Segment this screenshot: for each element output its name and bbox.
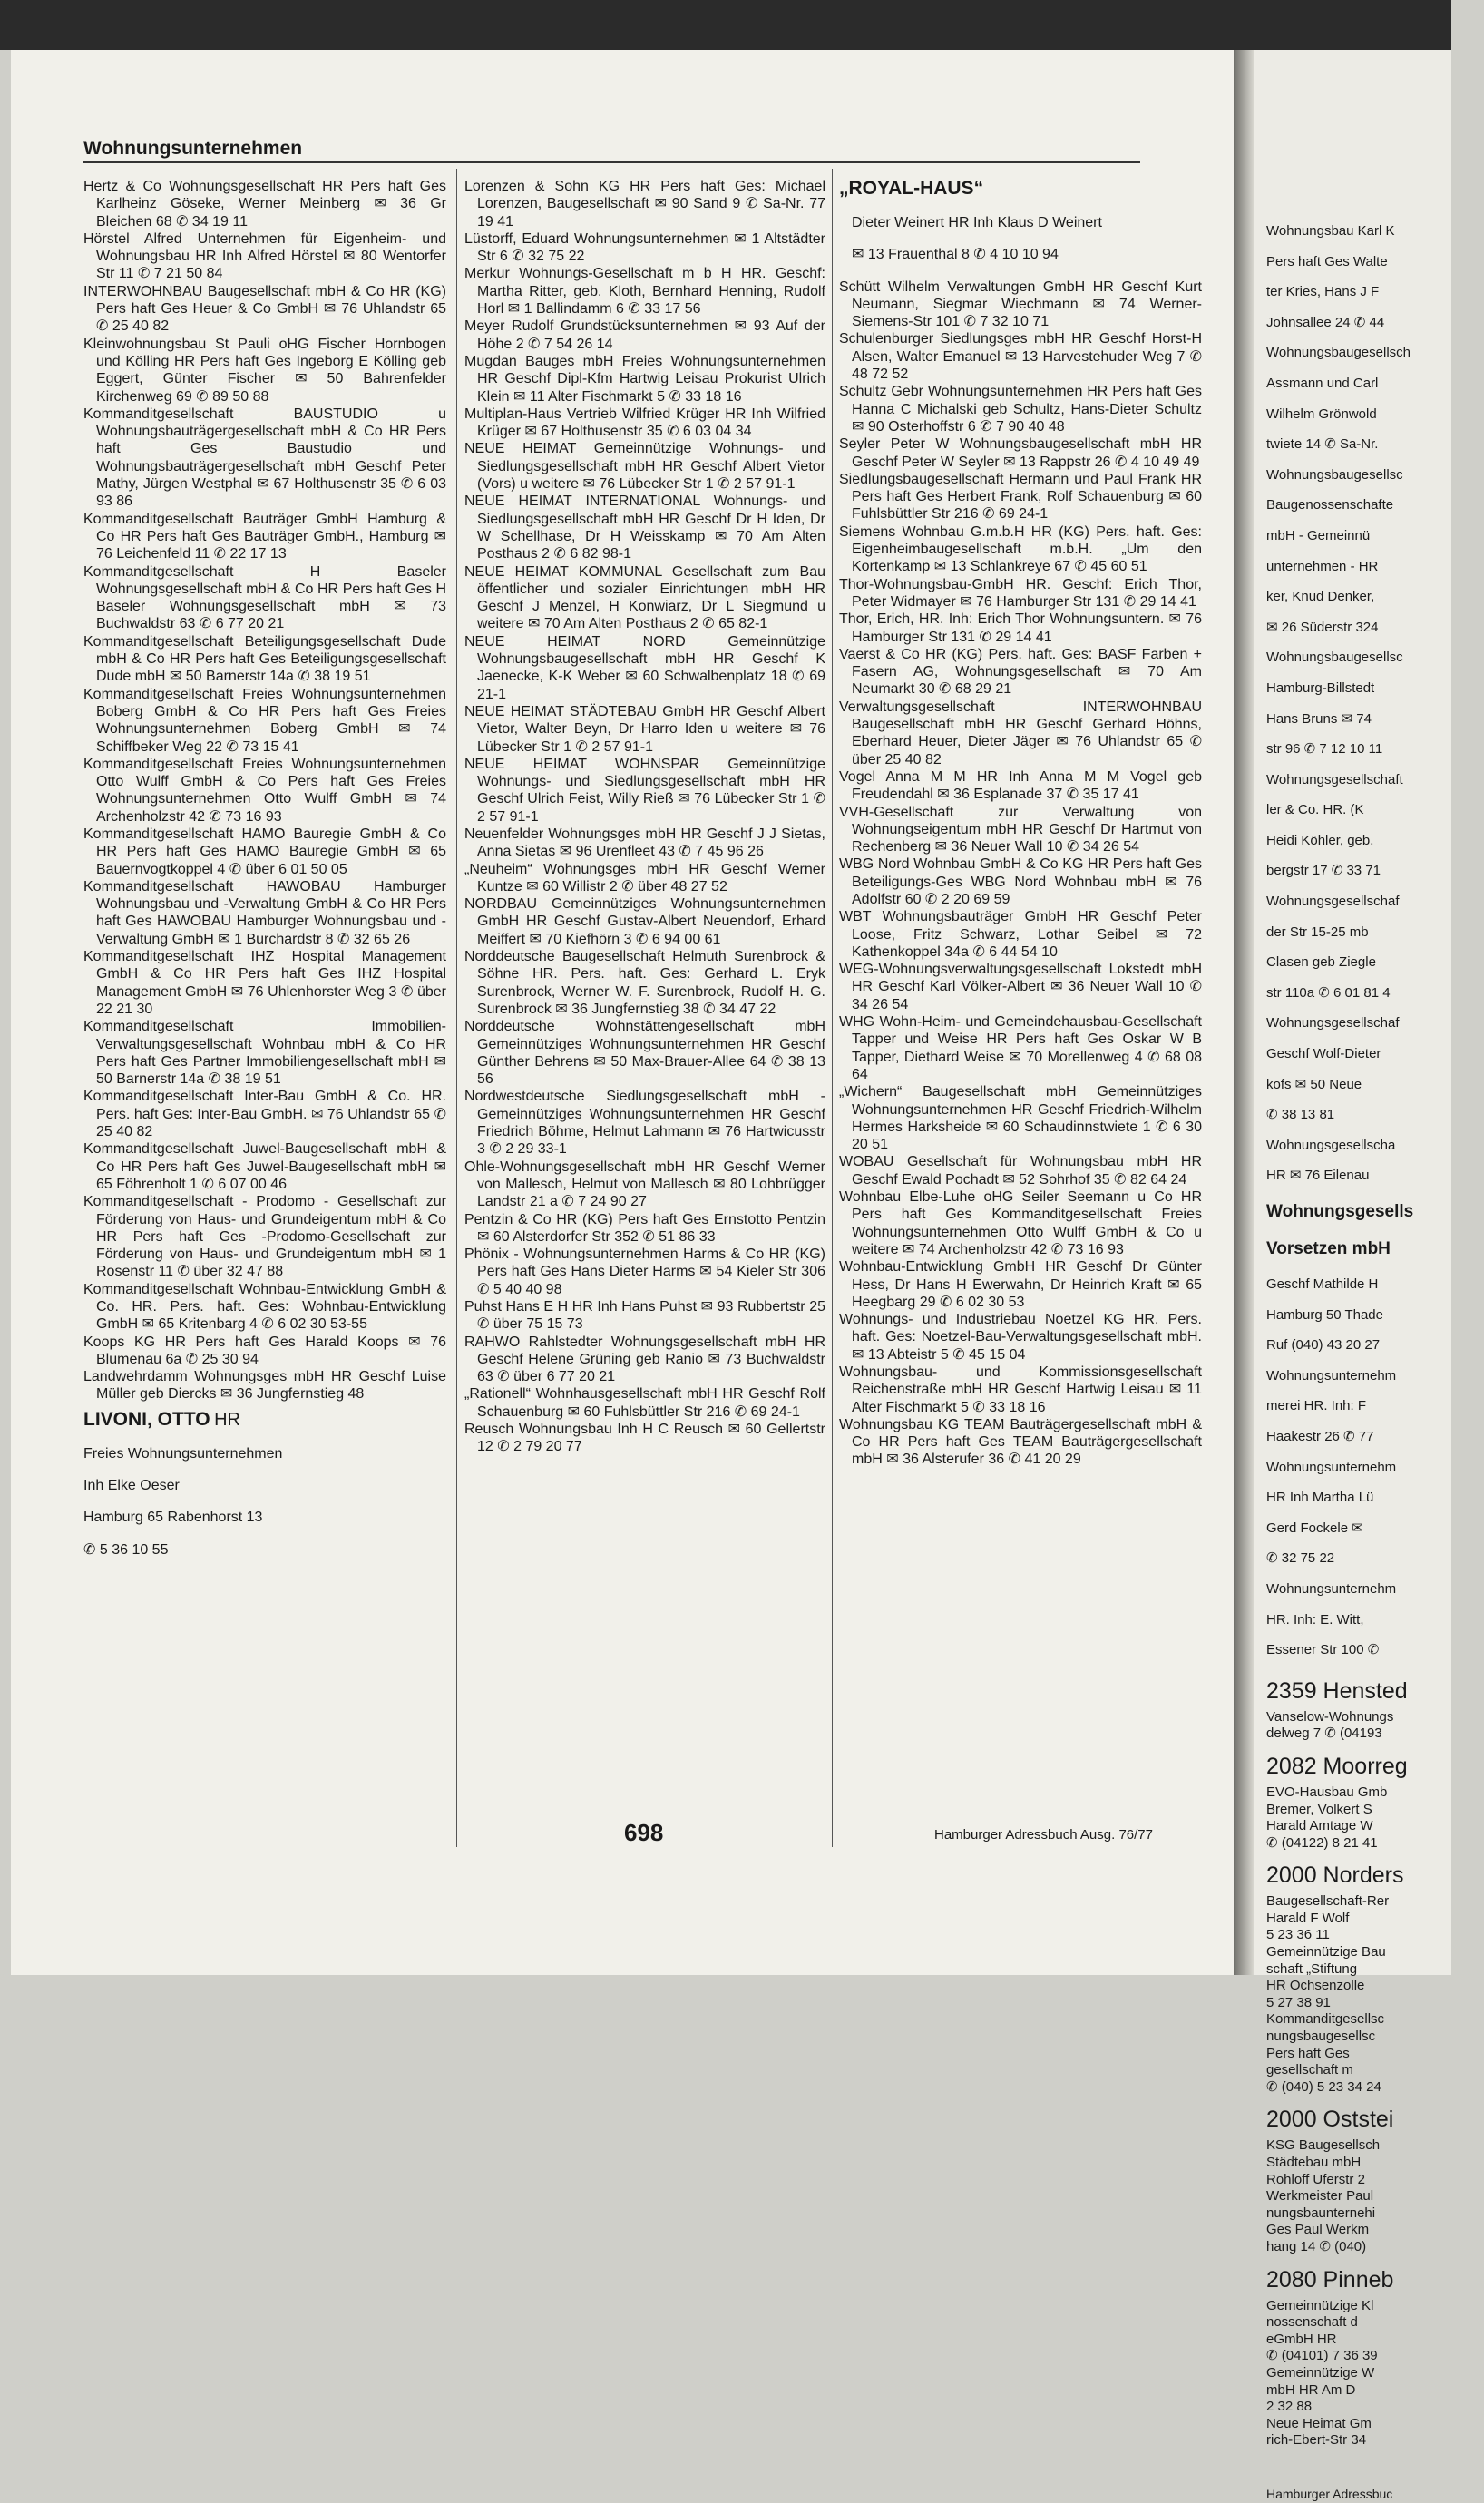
- directory-entry: Wohnungsbau- und Kommissionsgesellschaft Reichenstraße mbH HR Geschf Hartwig Leisau ✉ 11 Alter Fischmarkt 5 ✆ 33 18 16: [839, 1364, 1202, 1415]
- right-entry-line: mbH HR Am D: [1266, 2381, 1356, 2398]
- right-entry-line: unternehmen - HR: [1266, 558, 1379, 574]
- right-entry-line: ✆ (04122) 8 21 41: [1266, 1834, 1378, 1851]
- directory-entry: Lüstorff, Eduard Wohnungsunternehmen ✉ 1 Altstädter Str 6 ✆ 32 75 22: [464, 230, 825, 265]
- city-heading: 2080 Pinneb: [1266, 2266, 1394, 2293]
- directory-entry: Mugdan Bauges mbH Freies Wohnungsunternehmen HR Geschf Dipl-Kfm Hartwig Leisau Prokurist Ulrich Klein ✉ 11 Alter Fischmarkt 5 ✆ 33 18 16: [464, 353, 825, 405]
- directory-entry: Vaerst & Co HR (KG) Pers. haft. Ges: BASF Farben + Fasern AG, Wohnungsgesellschaft ✉ 70 Am Neumarkt 30 ✆ 68 29 21: [839, 646, 1202, 698]
- right-entry-line: ✆ (04101) 7 36 39: [1266, 2348, 1378, 2364]
- right-entry-line: bergstr 17 ✆ 33 71: [1266, 863, 1381, 879]
- directory-entry: Wohnbau-Entwicklung GmbH HR Geschf Dr Günter Hess, Dr Hans H Ewerwahn, Dr Heinrich Kraft ✉ 65 Heegbarg 29 ✆ 6 02 30 53: [839, 1259, 1202, 1310]
- directory-entry: NEUE HEIMAT NORD Gemeinnützige Wohnungsbaugesellschaft mbH HR Geschf K Jaenecke, K-K Weber ✉ 60 Schwalbenplatz 18 ✆ 69 21-1: [464, 633, 825, 702]
- right-entry-line: Gemeinnützige Bau: [1266, 1944, 1386, 1960]
- special-entry-line: ✆ 5 36 10 55: [83, 1541, 169, 1558]
- right-bold-line: Wohnungsgesells: [1266, 1202, 1414, 1221]
- right-entry-line: schaft „Stiftung: [1266, 1960, 1358, 1977]
- right-entry-line: delweg 7 ✆ (04193: [1266, 1726, 1382, 1742]
- directory-entry: WBG Nord Wohnbau GmbH & Co KG HR Pers haft Ges Beteiligungs-Ges WBG Nord Wohnbau mbH ✉ 76 Adolfstr 60 ✆ 2 20 69 59: [839, 856, 1202, 907]
- special-entry-royal-haus: „ROYAL-HAUS“: [839, 178, 984, 199]
- right-entry-line: Johnsallee 24 ✆ 44: [1266, 314, 1385, 330]
- right-entry-line: ✆ (040) 5 23 34 24: [1266, 2078, 1381, 2095]
- directory-entry: Kommanditgesellschaft HAWOBAU Hamburger Wohnungsbau und -Verwaltung GmbH & Co HR Pers haft Ges HAWOBAU Hamburger Wohnungsbau und -Verwaltung GmbH ✉ 1 Burchardstr 8 ✆ 32 65 26: [83, 878, 446, 947]
- right-entry-line: kofs ✉ 50 Neue: [1266, 1076, 1362, 1092]
- directory-entry: WBT Wohnungsbauträger GmbH HR Geschf Peter Loose, Fritz Schwarz, Lothar Seibel ✉ 72 Kathenkoppel 34a ✆ 6 44 54 10: [839, 909, 1202, 960]
- directory-entry: Schütt Wilhelm Verwaltungen GmbH HR Geschf Kurt Neumann, Siegmar Wiechmann ✉ 74 Werner-Siemens-Str 101 ✆ 7 32 10 71: [839, 279, 1202, 330]
- directory-entry: Puhst Hans E H HR Inh Hans Puhst ✉ 93 Rubbertstr 25 ✆ über 75 15 73: [464, 1299, 825, 1333]
- special-entry-line: ✉ 13 Frauenthal 8 ✆ 4 10 10 94: [852, 247, 1059, 263]
- right-entry-line: nossenschaft d: [1266, 2314, 1358, 2331]
- directory-page-right: [1254, 50, 1451, 2501]
- directory-entry: Wohnungs- und Industriebau Noetzel KG HR. Pers. haft. Ges: Noetzel-Bau-Verwaltungsgesellschaft mbH. ✉ 13 Abteistr 5 ✆ 45 15 04: [839, 1312, 1202, 1363]
- directory-entry: Kommanditgesellschaft BAUSTUDIO u Wohnungsbauträgergesellschaft mbH & Co HR Pers haft Ges Baustudio und Wohnungsbauträgergesellschaft mbH Geschf Peter Mathy, Jürgen Westphal ✉ 67 Holthusenstr 35 ✆ 6 03 93 86: [83, 406, 446, 510]
- directory-entry: Wohnbau Elbe-Luhe oHG Seiler Seemann u Co HR Pers haft Ges Kommanditgesellschaft Freies Wohnungsunternehmen Otto Wulff GmbH & Co u weitere ✉ 74 Archenholzstr 42 ✆ 73 16 93: [839, 1189, 1202, 1257]
- section-header: Wohnungsunternehmen: [83, 138, 1140, 163]
- book-title: Hamburger Adressbuch Ausg. 76/77: [934, 1827, 1153, 1843]
- directory-entry: Kommanditgesellschaft Freies Wohnungsunternehmen Boberg GmbH & Co HR Pers haft Ges Freies Wohnungsunternehmen Boberg GmbH ✉ 74 Schiffbeker Weg 22 ✆ 73 15 41: [83, 686, 446, 755]
- directory-entry: Koops KG HR Pers haft Ges Harald Koops ✉ 76 Blumenau 6a ✆ 25 30 94: [83, 1334, 446, 1367]
- right-entry-line: Hans Bruns ✉ 74: [1266, 710, 1372, 727]
- right-entry-line: Clasen geb Ziegle: [1266, 954, 1376, 971]
- directory-entry: Seyler Peter W Wohnungsbaugesellschaft mbH HR Geschf Peter W Seyler ✉ 13 Rappstr 26 ✆ 4 10 49 49: [839, 436, 1202, 470]
- right-entry-line: Wohnungsunternehm: [1266, 1580, 1397, 1597]
- special-entry-name: LIVONI, OTTO: [83, 1408, 210, 1430]
- right-entry-line: Wohnungsgesellscha: [1266, 1137, 1396, 1153]
- right-entry-line: Baugenossenschafte: [1266, 497, 1394, 513]
- right-entry-line: str 110a ✆ 6 01 81 4: [1266, 984, 1391, 1001]
- right-entry-line: nungsbaugesellsc: [1266, 2029, 1376, 2045]
- directory-entry: RAHWO Rahlstedter Wohnungsgesellschaft mbH HR Geschf Helene Grüning geb Ranio ✉ 73 Buchwaldstr 63 ✆ über 6 77 20 21: [464, 1334, 825, 1385]
- right-entry-line: Neue Heimat Gm: [1266, 2415, 1372, 2431]
- right-entry-line: ker, Knud Denker,: [1266, 589, 1375, 605]
- right-entry-line: merei HR. Inh: F: [1266, 1398, 1367, 1414]
- directory-entry: Phönix - Wohnungsunternehmen Harms & Co HR (KG) Pers haft Ges Hans Dieter Harms ✉ 54 Kieler Str 306 ✆ 5 40 40 98: [464, 1247, 825, 1297]
- right-entry-line: rich-Ebert-Str 34: [1266, 2432, 1367, 2449]
- right-entry-line: Pers haft Ges Walte: [1266, 253, 1388, 269]
- right-entry-line: Gemeinnützige Kl: [1266, 2297, 1374, 2313]
- directory-entry: „Wichern“ Baugesellschaft mbH Gemeinnütziges Wohnungsunternehmen HR Geschf Friedrich-Wilhelm Hermes Harksheide ✉ 60 Schaudinnstwiete 1 ✆ 6 30 20 51: [839, 1084, 1202, 1153]
- directory-entry: Multiplan-Haus Vertrieb Wilfried Krüger HR Inh Wilfried Krüger ✉ 67 Holthusenstr 35 ✆ 6 03 04 34: [464, 406, 825, 440]
- right-entry-line: HR. Inh: E. Witt,: [1266, 1611, 1364, 1628]
- directory-entry: Kommanditgesellschaft Wohnbau-Entwicklung GmbH & Co. HR. Pers. haft. Ges: Wohnbau-Entwicklung GmbH ✉ 65 Kritenbarg 4 ✆ 6 02 30 53-55: [83, 1281, 446, 1333]
- directory-entry: NEUE HEIMAT STÄDTEBAU GmbH HR Geschf Albert Vietor, Walter Beyn, Dr Harro Iden u weitere ✉ 76 Lübecker Str 1 ✆ 2 57 91-1: [464, 703, 825, 755]
- directory-entry: Nordwestdeutsche Siedlungsgesellschaft mbH - Gemeinnütziges Wohnungsunternehmen HR Geschf Friedrich Böhme, Helmut Lahmann ✉ 76 Hartwicusstr 3 ✆ 2 29 33-1: [464, 1089, 825, 1158]
- directory-entry: INTERWOHNBAU Baugesellschaft mbH & Co HR (KG) Pers haft Ges Heuer & Co GmbH ✉ 76 Uhlandstr 65 ✆ 25 40 82: [83, 283, 446, 335]
- directory-entry: Pentzin & Co HR (KG) Pers haft Ges Ernstotto Pentzin ✉ 60 Alsterdorfer Str 352 ✆ 51 86 33: [464, 1211, 825, 1245]
- directory-entry: Siemens Wohnbau G.m.b.H HR (KG) Pers. haft. Ges: Eigenheimbaugesellschaft m.b.H. „Um den Kortenkamp ✉ 13 Schlankreye 67 ✆ 45 60 51: [839, 523, 1202, 575]
- directory-entry: Norddeutsche Wohnstättengesellschaft mbH Gemeinnütziges Wohnungsunternehmen HR Geschf Günther Behrens ✉ 50 Max-Brauer-Allee 64 ✆ 38 13 56: [464, 1019, 825, 1088]
- directory-entry: „Rationell“ Wohnhausgesellschaft mbH HR Geschf Rolf Schauenburg ✉ 60 Fuhlsbüttler Str 216 ✆ 69 24-1: [464, 1386, 825, 1420]
- right-entry-line: ✆ 38 13 81: [1266, 1107, 1335, 1123]
- scan-background-top: [0, 0, 1451, 50]
- right-entry-line: 5 23 36 11: [1266, 1927, 1330, 1943]
- right-entry-line: Vanselow-Wohnungs: [1266, 1708, 1394, 1725]
- directory-entry: Schulenburger Siedlungsges mbH HR Geschf Horst-H Alsen, Walter Emanuel ✉ 13 Harvestehuder Weg 7 ✆ 48 72 52: [839, 331, 1202, 383]
- directory-entry: Kommanditgesellschaft H Baseler Wohnungsgesellschaft mbH & Co HR Pers haft Ges H Baseler Wohnungsgesellschaft mbH ✉ 73 Buchwaldstr 63 ✆ 6 77 20 21: [83, 563, 446, 632]
- directory-entry: Kommanditgesellschaft - Prodomo - Gesellschaft zur Förderung von Haus- und Grundeigentum mbH & Co HR Pers haft Ges -Prodomo-Gesellschaft zur Förderung von Haus- und Grundeigentum mbH ✉ 1 Rosenstr 11 ✆ über 32 47 88: [83, 1194, 446, 1280]
- directory-entry: Lorenzen & Sohn KG HR Pers haft Ges: Michael Lorenzen, Baugesellschaft ✉ 90 Sand 9 ✆ Sa-Nr. 77 19 41: [464, 179, 825, 230]
- directory-entry: WEG-Wohnungsverwaltungsgesellschaft Lokstedt mbH HR Geschf Karl Völker-Albert ✉ 36 Neuer Wall 10 ✆ 34 26 54: [839, 962, 1202, 1012]
- column-1: [83, 178, 446, 1573]
- special-entry-livoni: [83, 1409, 446, 1559]
- right-entry-line: Werkmeister Paul: [1266, 2188, 1374, 2205]
- directory-entry: Landwehrdamm Wohnungsges mbH HR Geschf Luise Müller geb Diercks ✉ 36 Jungfernstieg 48: [83, 1369, 446, 1403]
- right-page-column: [1266, 210, 1484, 2503]
- city-heading: 2359 Hensted: [1266, 1677, 1408, 1704]
- right-entry-line: Wohnungsgesellschaf: [1266, 894, 1400, 910]
- right-entry-line: Ges Paul Werkm: [1266, 2222, 1370, 2238]
- directory-entry: NEUE HEIMAT WOHNSPAR Gemeinnützige Wohnungs- und Siedlungsgesellschaft mbH HR Geschf Ulrich Feist, Willy Rieß ✉ 76 Lübecker Str 1 ✆ 2 57 91-1: [464, 756, 825, 825]
- right-entry-line: Hamburg-Billstedt: [1266, 680, 1375, 696]
- right-entry-line: Bremer, Volkert S: [1266, 1801, 1372, 1817]
- special-entry-line: Dieter Weinert HR Inh Klaus D Weinert: [852, 215, 1102, 230]
- right-entry-line: ✆ 32 75 22: [1266, 1550, 1335, 1567]
- right-entry-line: KSG Baugesellsch: [1266, 2137, 1381, 2154]
- right-entry-line: Pers haft Ges: [1266, 2045, 1350, 2061]
- right-entry-line: EVO-Hausbau Gmb: [1266, 1784, 1388, 1800]
- right-entry-line: Geschf Wolf-Dieter: [1266, 1046, 1381, 1062]
- directory-entry: Neuenfelder Wohnungsges mbH HR Geschf J J Sietas, Anna Sietas ✉ 96 Urenfleet 43 ✆ 7 45 96 26: [464, 826, 825, 860]
- directory-entry: NEUE HEIMAT KOMMUNAL Gesellschaft zum Bau öffentlicher und sozialer Einrichtungen mbH HR Geschf J Menzel, H Konwiarz, Dr L Siegmund u weitere ✉ 70 Am Alten Posthaus 2 ✆ 65 82-1: [464, 563, 825, 632]
- directory-entry: Thor-Wohnungsbau-GmbH HR. Geschf: Erich Thor, Peter Widmayer ✉ 76 Hamburger Str 131 ✆ 29 14 41: [839, 576, 1202, 610]
- right-entry-line: gesellschaft m: [1266, 2062, 1353, 2078]
- right-entry-line: hang 14 ✆ (040): [1266, 2238, 1367, 2254]
- directory-entry: Kleinwohnungsbau St Pauli oHG Fischer Hornbogen und Kölling HR Pers haft Ges Ingeborg E Kölling geb Eggert, Günter Fischer ✉ 50 Bahrenfelder Kirchenweg 69 ✆ 89 50 88: [83, 336, 446, 405]
- right-entry-line: Baugesellschaft-Rer: [1266, 1893, 1390, 1910]
- right-entry-line: nungsbaunternehi: [1266, 2205, 1376, 2221]
- right-entry-line: Wohnungsunternehm: [1266, 1367, 1397, 1383]
- directory-entry: Wohnungsbau KG TEAM Bauträgergesellschaft mbH & Co HR Pers haft Ges TEAM Bauträgergesellschaft mbH ✉ 36 Alsterufer 36 ✆ 41 20 29: [839, 1416, 1202, 1468]
- special-entry-line: Freies Wohnungsunternehmen: [83, 1445, 283, 1462]
- right-entry-line: eGmbH HR: [1266, 2331, 1337, 2347]
- directory-entry: Kommanditgesellschaft Inter-Bau GmbH & Co. HR. Pers. haft Ges: Inter-Bau GmbH. ✉ 76 Uhlandstr 65 ✆ 25 40 82: [83, 1089, 446, 1140]
- right-entry-line: Heidi Köhler, geb.: [1266, 832, 1374, 848]
- directory-entry: Verwaltungsgesellschaft INTERWOHNBAU Baugesellschaft mbH HR Geschf Gerhard Höhns, Eberhard Heuer, Dieter Jäger ✉ 76 Uhlandstr 65 ✆ über 25 40 82: [839, 699, 1202, 768]
- right-entry-line: Kommanditgesellsc: [1266, 2011, 1385, 2028]
- right-entry-line: Harald F Wolf: [1266, 1910, 1350, 1926]
- right-entry-line: Harald Amtage W: [1266, 1818, 1373, 1834]
- right-entry-line: Ruf (040) 43 20 27: [1266, 1337, 1381, 1354]
- right-entry-line: der Str 15-25 mb: [1266, 924, 1369, 940]
- directory-entry: WHG Wohn-Heim- und Gemeindehausbau-Gesellschaft Tapper und Weise HR Pers haft Ges Oskar W B Tapper, Diethard Weise ✉ 70 Morellenweg 4 ✆ 68 08 64: [839, 1014, 1202, 1082]
- directory-entry: Hertz & Co Wohnungsgesellschaft HR Pers haft Ges Karlheinz Göseke, Werner Meinberg ✉ 36 Gr Bleichen 68 ✆ 34 19 11: [83, 179, 446, 230]
- directory-entry: Kommanditgesellschaft Freies Wohnungsunternehmen Otto Wulff GmbH & Co Pers haft Ges Freies Wohnungsunternehmen Otto Wulff GmbH ✉ 74 Archenholzstr 42 ✆ 73 16 93: [83, 756, 446, 825]
- special-entry-suffix: HR: [214, 1409, 240, 1430]
- column-rule: [456, 169, 457, 1847]
- right-entry-line: twiete 14 ✆ Sa-Nr.: [1266, 436, 1379, 453]
- city-heading: 2082 Moorreg: [1266, 1753, 1408, 1779]
- directory-entry: Kommanditgesellschaft Juwel-Baugesellschaft mbH & Co HR Pers haft Ges Juwel-Baugesellschaft mbH ✉ 65 Föhrenholt 1 ✆ 6 07 00 46: [83, 1141, 446, 1192]
- book-gutter: [1234, 50, 1254, 1975]
- directory-entry: Siedlungsbaugesellschaft Hermann und Paul Frank HR Pers haft Ges Herbert Frank, Rolf Schauenburg ✉ 60 Fuhlsbüttler Str 216 ✆ 69 24-1: [839, 471, 1202, 523]
- directory-entry: WOBAU Gesellschaft für Wohnungsbau mbH HR Geschf Ewald Pochadt ✉ 52 Sohrhof 35 ✆ 82 64 24: [839, 1154, 1202, 1188]
- directory-entry: Kommanditgesellschaft HAMO Bauregie GmbH & Co HR Pers haft Ges HAMO Bauregie GmbH ✉ 65 Bauernvogtkoppel 4 ✆ über 6 01 50 05: [83, 826, 446, 877]
- right-entry-line: HR Inh Martha Lü: [1266, 1490, 1374, 1506]
- directory-entry: Norddeutsche Baugesellschaft Helmuth Surenbrock & Söhne HR. Pers. haft. Ges: Gerhard L. Eryk Surenbrock, Werner W. F. Surenbrock, Rudolf H. G. Surenbrock ✉ 36 Jungfernstieg 38 ✆ 34 47 22: [464, 949, 825, 1017]
- right-entry-line: Wohnungsbaugesellsch: [1266, 345, 1411, 361]
- right-entry-line: ler & Co. HR. (K: [1266, 802, 1364, 818]
- directory-entry: Meyer Rudolf Grundstücksunternehmen ✉ 93 Auf der Höhe 2 ✆ 7 54 26 14: [464, 318, 825, 352]
- directory-entry: NEUE HEIMAT Gemeinnützige Wohnungs- und Siedlungsgesellschaft mbH HR Geschf Albert Vietor (Vors) u weitere ✉ 76 Lübecker Str 1 ✆ 2 57 91-1: [464, 441, 825, 493]
- right-entry-line: Gemeinnützige W: [1266, 2364, 1375, 2381]
- right-entry-line: str 96 ✆ 7 12 10 11: [1266, 741, 1383, 758]
- column-3: [839, 178, 1202, 1469]
- right-entry-line: Wilhelm Grönwold: [1266, 406, 1377, 422]
- directory-entry: Vogel Anna M M HR Inh Anna M M Vogel geb Freudendahl ✉ 36 Esplanade 37 ✆ 35 17 41: [839, 768, 1202, 803]
- right-entry-line: HR Ochsenzolle: [1266, 1978, 1365, 1994]
- directory-entry: NEUE HEIMAT INTERNATIONAL Wohnungs- und Siedlungsgesellschaft mbH HR Geschf Dr H Iden, Dr W Schellhase, Dr H Weisskamp ✉ 70 Am Alten Posthaus 2 ✆ 6 82 98-1: [464, 494, 825, 562]
- city-heading: 2000 Oststei: [1266, 2107, 1394, 2133]
- special-entry-line: Inh Elke Oeser: [83, 1478, 180, 1494]
- right-entry-line: 2 32 88: [1266, 2399, 1313, 2415]
- right-entry-line: Wohnungsgesellschaf: [1266, 1015, 1400, 1032]
- special-entry-line: Hamburg 65 Rabenhorst 13: [83, 1510, 263, 1526]
- directory-entry: Schultz Gebr Wohnungsunternehmen HR Pers haft Ges Hanna C Michalski geb Schultz, Hans-Dieter Schultz ✉ 90 Osterhoffstr 6 ✆ 7 90 40 48: [839, 384, 1202, 435]
- right-entry-line: Wohnungsbau Karl K: [1266, 223, 1395, 239]
- directory-entry: Thor, Erich, HR. Inh: Erich Thor Wohnungsuntern. ✉ 76 Hamburger Str 131 ✆ 29 14 41: [839, 611, 1202, 645]
- right-entry-line: Essener Str 100 ✆: [1266, 1642, 1380, 1658]
- right-entry-line: Städtebau mbH: [1266, 2155, 1362, 2170]
- page-number: 698: [624, 1819, 664, 1846]
- right-entry-line: Geschf Mathilde H: [1266, 1276, 1379, 1292]
- directory-entry: Kommanditgesellschaft Beteiligungsgesellschaft Dude mbH & Co HR Pers haft Ges Beteiligungsgesellschaft Dude mbH ✉ 50 Barnerstr 14a ✆ 38 19 51: [83, 633, 446, 685]
- right-entry-line: Assmann und Carl: [1266, 375, 1379, 391]
- column-2: [464, 178, 825, 1456]
- directory-entry: VVH-Gesellschaft zur Verwaltung von Wohnungseigentum mbH HR Geschf Dr Hartmut von Rechenberg ✉ 36 Neuer Wall 10 ✆ 34 26 54: [839, 804, 1202, 856]
- right-entry-line: ter Kries, Hans J F: [1266, 284, 1380, 300]
- directory-entry: NORDBAU Gemeinnütziges Wohnungsunternehmen GmbH HR Geschf Gustav-Albert Neuendorf, Erhard Meiffert ✉ 70 Kiefhörn 3 ✆ 6 94 00 61: [464, 896, 825, 947]
- directory-entry: Kommanditgesellschaft IHZ Hospital Management GmbH & Co HR Pers haft Ges IHZ Hospital Management GmbH ✉ 76 Uhlenhorster Weg 3 ✆ über 22 21 30: [83, 949, 446, 1017]
- directory-entry: Kommanditgesellschaft Bauträger GmbH Hamburg & Co HR Pers haft Ges Bauträger GmbH., Hamburg ✉ 76 Leichenfeld 11 ✆ 22 17 13: [83, 511, 446, 562]
- column-rule: [832, 169, 833, 1847]
- directory-entry: Kommanditgesellschaft Immobilien-Verwaltungsgesellschaft Wohnbau mbH & Co HR Pers haft Ges Partner Immobiliengesellschaft mbH ✉ 50 Barnerstr 14a ✆ 38 19 51: [83, 1019, 446, 1088]
- right-book-title: Hamburger Adressbuc: [1266, 2486, 1393, 2501]
- right-entry-line: Hamburg 50 Thade: [1266, 1306, 1383, 1323]
- directory-entry: Merkur Wohnungs-Gesellschaft m b H HR. Geschf: Martha Ritter, geb. Kloth, Bernhard Henning, Rudolf Horl ✉ 1 Ballindamm 6 ✆ 33 17 56: [464, 266, 825, 318]
- city-heading: 2000 Norders: [1266, 1863, 1404, 1889]
- right-bold-line: Vorsetzen mbH: [1266, 1239, 1391, 1258]
- right-entry-line: Gerd Fockele ✉: [1266, 1520, 1363, 1536]
- right-entry-line: Wohnungsbaugesellsc: [1266, 650, 1403, 666]
- right-entry-line: ✉ 26 Süderstr 324: [1266, 619, 1379, 635]
- right-entry-line: HR ✉ 76 Eilenau: [1266, 1168, 1370, 1184]
- right-entry-line: Wohnungsunternehm: [1266, 1459, 1397, 1475]
- directory-entry: Hörstel Alfred Unternehmen für Eigenheim- und Wohnungsbau HR Inh Alfred Hörstel ✉ 80 Wentorfer Str 11 ✆ 7 21 50 84: [83, 230, 446, 282]
- right-entry-line: Haakestr 26 ✆ 77: [1266, 1428, 1374, 1444]
- directory-entry: Ohle-Wohnungsgesellschaft mbH HR Geschf Werner von Mallesch, Helmut von Mallesch ✉ 80 Lohbrügger Landstr 21 a ✆ 7 24 90 27: [464, 1159, 825, 1210]
- directory-entry: Reusch Wohnungsbau Inh H C Reusch ✉ 60 Gellertstr 12 ✆ 2 79 20 77: [464, 1422, 825, 1455]
- right-entry-line: Wohnungsbaugesellsc: [1266, 466, 1403, 483]
- directory-entry: „Neuheim“ Wohnungsges mbH HR Geschf Werner Kuntze ✉ 60 Willistr 2 ✆ über 48 27 52: [464, 861, 825, 895]
- right-entry-line: Wohnungsgesellschaft: [1266, 771, 1403, 787]
- right-entry-line: 5 27 38 91: [1266, 1994, 1331, 2010]
- right-entry-line: mbH - Gemeinnü: [1266, 527, 1371, 543]
- right-entry-line: Rohloff Uferstr 2: [1266, 2171, 1365, 2187]
